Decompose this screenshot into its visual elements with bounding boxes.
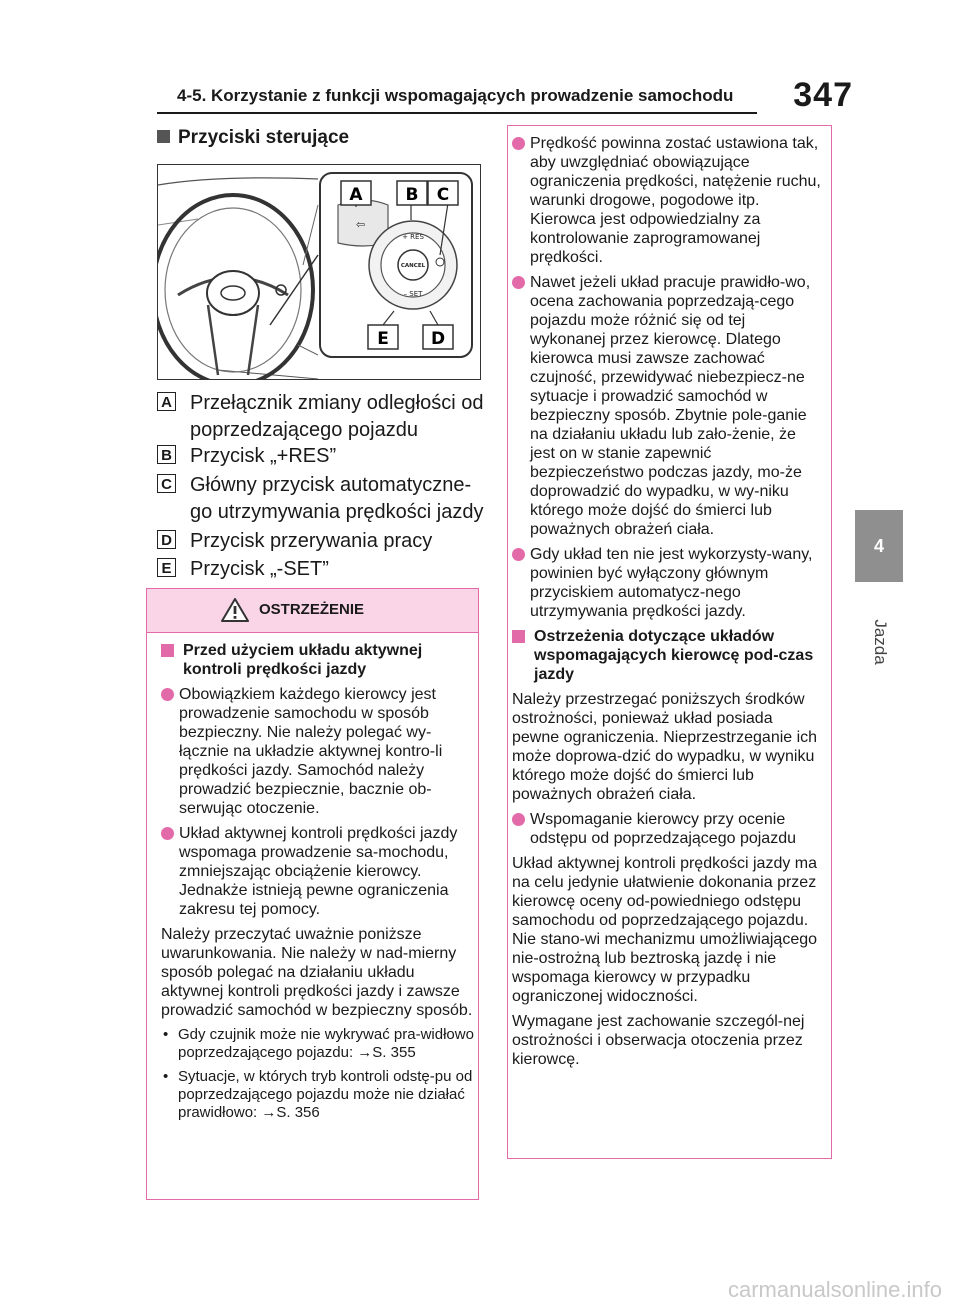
warning-subheading: Przed użyciem układu aktywnej kontroli prędkości jazdy: [161, 641, 475, 679]
chapter-tab-label: [860, 612, 900, 672]
warning-bullet: Układ aktywnej kontroli prędkości jazdy wspomaga prowadzenie sa-mochodu, zmniejszając obciążenie kierowcy. Jednakże istnieją pewne ograniczenia zakresu tej pomocy.: [161, 824, 475, 919]
legend-item-c: [157, 472, 487, 526]
set-button-label: – SET: [403, 290, 423, 298]
figure-label-c: C: [436, 185, 450, 205]
caution-paragraph: Wymagane jest zachowanie szczegól-nej ostrożności i obserwacja otoczenia przez kierowcę.: [512, 1013, 805, 1068]
caution-paragraph: Układ aktywnej kontroli prędkości jazdy ma na celu jedynie ułatwienie dokonania przez kierowcę oceny od-powiedniego odstępu samochodu od poprzedzającego pojazdu. Nie stano-wi mechanizmu umożliwiającego nie-ostrożną lub beztroską jazdę i nie wspomaga kierowcy w przypadku ograniczonej widoczności.: [512, 855, 818, 1005]
figure-label-a: A: [349, 185, 363, 205]
caution-box: [507, 125, 832, 1159]
legend-item-b: [157, 443, 487, 470]
caution-bullet: Nawet jeżeli układ pracuje prawidło-wo, ocena zachowania poprzedzają-cego pojazdu może różnić się od tej wykonanej przez kierowcę. Dlatego kierowca musi zawsze zachować czujność, przewidywać niebezpiecz-ne sytuacje i prowadzić samochód w bezpieczny sposób. Zbytnie pole-ganie na działaniu układu lub zało-żenie, że jest on w stanie zapewnić bezpieczeństwo podczas jazdy, mo-że doprowadzić do wypadku, w wy-niku którego może dojść do śmierci lub poważnych obrażeń ciała.: [512, 273, 824, 539]
warning-bullet: Obowiązkiem każdego kierowcy jest prowadzenie samochodu w sposób bezpieczny. Nie należy polegać wy-łącznie na układzie aktywnej kontro-li prędkości jazdy. Samochód należy prowadzić bezpiecznie, bacznie ob-serwując otoczenie.: [161, 685, 475, 818]
warning-box: [146, 588, 479, 1200]
watermark: carmanualsonline.info: [727, 1277, 942, 1302]
warning-triangle-icon: [221, 597, 249, 623]
legend-letter: D: [157, 530, 176, 549]
caution-bullet: Gdy układ ten nie jest wykorzysty-wany, powinien być wyłączony głównym przyciskiem automatycz-nego utrzymywania prędkości jazdy.: [512, 545, 824, 621]
warning-small-bullet: • Gdy czujnik może nie wykrywać pra-widłowo poprzedzającego pojazdu: →S. 355: [161, 1026, 475, 1062]
steering-wheel-figure: [157, 164, 481, 380]
warning-heading: OSTRZEŻENIE: [259, 601, 365, 618]
legend-letter: A: [157, 392, 176, 411]
legend-text: Przełącznik zmiany odległości od poprzedzającego pojazdu: [190, 392, 484, 441]
warning-paragraph: Należy przeczytać uważnie poniższe uwarunkowania. Nie należy w nad-mierny sposób polegać na działaniu układu aktywnej kontroli prędkości jazdy i zawsze prowadzić samochód w bezpieczny sposób.: [161, 926, 473, 1019]
caution-bullet: Prędkość powinna zostać ustawiona tak, aby uwzględniać obowiązujące ograniczenia prędkości, natężenie ruchu, warunki drogowe, pogodowe itp. Kierowca jest odpowiedzialny za kontrolowanie zaprogramowanej prędkości.: [512, 134, 824, 267]
figure-label-b: B: [405, 185, 419, 205]
svg-text:⇦: ⇦: [356, 218, 366, 231]
warning-content: [161, 639, 475, 1128]
figure-label-e: E: [377, 329, 389, 349]
caution-bullet: Wspomaganie kierowcy przy ocenie odstępu od poprzedzającego pojazdu: [512, 810, 824, 848]
section-title-text: Przyciski sterujące: [178, 127, 350, 148]
legend-item-d: [157, 528, 487, 555]
legend-text: Przycisk „-SET”: [190, 558, 329, 580]
legend-letter: B: [157, 445, 176, 464]
chapter-tab: 4: [855, 510, 903, 582]
caution-subheading: Ostrzeżenia dotyczące układów wspomagających kierowcę pod-czas jazdy: [512, 627, 824, 684]
page-number: 347: [793, 76, 853, 114]
caution-paragraph: Należy przestrzegać poniższych środków ostrożności, ponieważ układ posiada pewne ograniczenia. Nieprzestrzeganie ich może doprowa-dzić do wypadku, w wyniku którego może dojść do śmierci lub poważnych obrażeń ciała.: [512, 691, 818, 803]
chapter-title: 4-5. Korzystanie z funkcji wspomagających prowadzenie samochodu: [177, 86, 734, 105]
figure-label-d: D: [430, 329, 446, 349]
section-title: [157, 127, 349, 149]
cancel-button-label: CANCEL: [400, 263, 426, 269]
steering-controls-illustration: [158, 165, 480, 379]
square-bullet-icon: [157, 130, 170, 143]
legend-text: Przycisk przerywania pracy: [190, 530, 433, 552]
legend-text: Przycisk „+RES”: [190, 445, 337, 467]
legend-text: Główny przycisk automatyczne-go utrzymywania prędkości jazdy: [190, 474, 484, 523]
res-button-label: + RES: [402, 233, 424, 241]
legend-letter: E: [157, 558, 176, 577]
page-header: [157, 74, 853, 114]
legend-letter: C: [157, 474, 176, 493]
warning-small-bullet: • Sytuacje, w których tryb kontroli odstę-pu od poprzedzającego pojazdu może nie działać prawidłowo: →S. 356: [161, 1068, 475, 1122]
header-rule: [157, 112, 757, 114]
caution-content: [512, 134, 824, 1075]
legend-item-a: [157, 390, 487, 444]
legend-item-e: [157, 556, 487, 583]
warning-header: [147, 589, 478, 633]
chapter-tab-label-text: Jazda: [871, 619, 890, 665]
